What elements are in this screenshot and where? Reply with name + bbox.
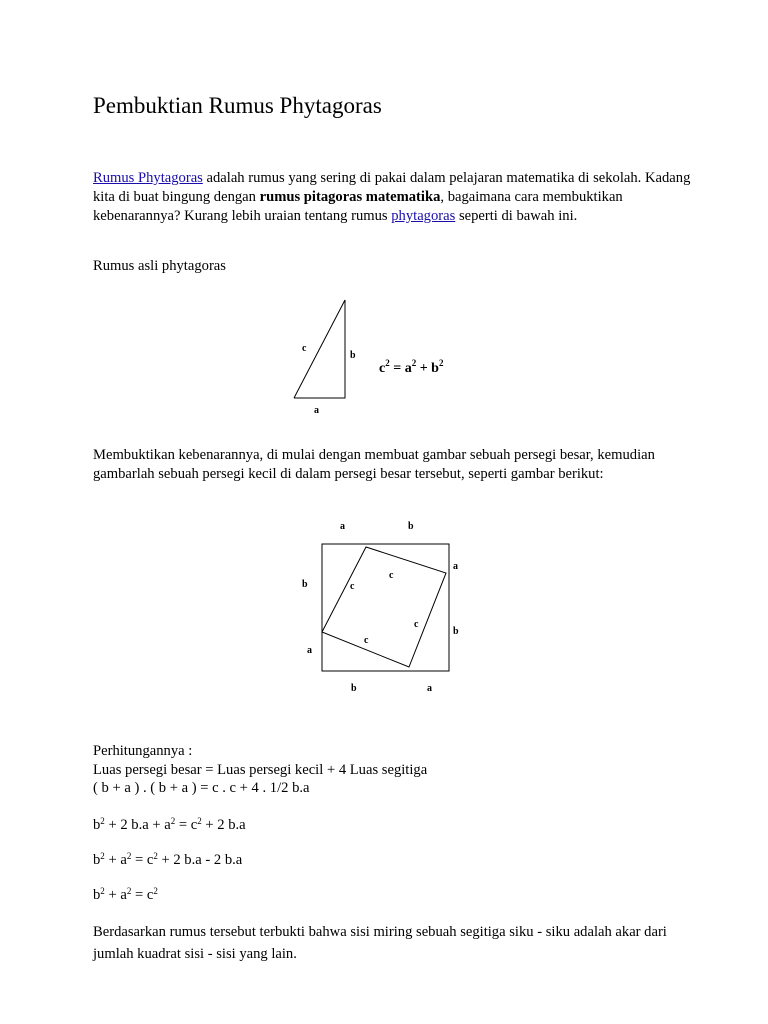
equation-1: $b^2 + 2$ $b.a + a^2 = c^2 + 2$ b.a xyxy=(93,816,246,833)
pythagoras-formula: $c^2 = a^2 + b^2$ xyxy=(379,358,444,376)
conclusion-paragraph: Berdasarkan rumus tersebut terbukti bahwa sisi miring sebuah segitiga siku - siku adalah akar dari jumlah kuadrat sisi - sisi yang lain. xyxy=(93,924,667,962)
intro-paragraph xyxy=(93,169,693,226)
right-label-b: b xyxy=(453,626,459,637)
equation-2: $b^2 + a^2 = c^2 + 2$ b.a - 2 b.a xyxy=(93,851,243,868)
intro-text-1: adalah rumus yang sering di pakai dalam pelajaran matematika di sekolah. Kadang kita di buat bingung dengan xyxy=(93,170,691,205)
right-label-a: a xyxy=(453,561,458,572)
intro-text-2: , bagaimana cara membuktikan kebenarannya? Kurang lebih uraian tentang rumus xyxy=(93,189,623,224)
triangle-figure xyxy=(288,292,478,422)
equation-3: $b^2 + a^2 = c^2$ xyxy=(93,886,158,903)
left-label-a: a xyxy=(307,645,312,656)
calc-heading: Perhitungannya : xyxy=(93,743,193,759)
phytagoras-link[interactable]: phytagoras xyxy=(391,208,456,224)
bottom-label-b: b xyxy=(351,683,357,694)
outer-square xyxy=(322,544,449,671)
rumus-phytagoras-link[interactable]: Rumus Phytagoras xyxy=(93,170,203,186)
calc-line-2: ( b + a ) . ( b + a ) = c . c + 4 . 1/2 b.a xyxy=(93,780,310,796)
triangle-label-c: c xyxy=(302,343,307,354)
inner-label-c-3: c xyxy=(414,619,419,630)
explanation-paragraph: Membuktikan kebenarannya, di mulai dengan membuat gambar sebuah persegi besar, kemudian gambarlah sebuah persegi kecil di dalam persegi besar tersebut, seperti gambar berikut: xyxy=(93,447,655,482)
inner-label-c-4: c xyxy=(364,635,369,646)
intro-bold-text: rumus pitagoras matematika xyxy=(259,189,441,205)
triangle-label-b: b xyxy=(350,350,356,361)
square-figure xyxy=(293,514,473,704)
top-label-b: b xyxy=(408,521,414,532)
subtitle: Rumus asli phytagoras xyxy=(93,258,226,274)
inner-label-c-2: c xyxy=(389,570,394,581)
inner-label-c-1: c xyxy=(350,581,355,592)
top-label-a: a xyxy=(340,521,345,532)
bottom-label-a: a xyxy=(427,683,432,694)
inner-square xyxy=(322,547,446,667)
left-label-b: b xyxy=(302,579,308,590)
calc-line-1: Luas persegi besar = Luas persegi kecil + 4 Luas segitiga xyxy=(93,762,428,778)
triangle-label-a: a xyxy=(314,405,319,416)
intro-text-3: seperti di bawah ini. xyxy=(455,208,578,224)
page-title: Pembuktian Rumus Phytagoras xyxy=(93,93,382,118)
